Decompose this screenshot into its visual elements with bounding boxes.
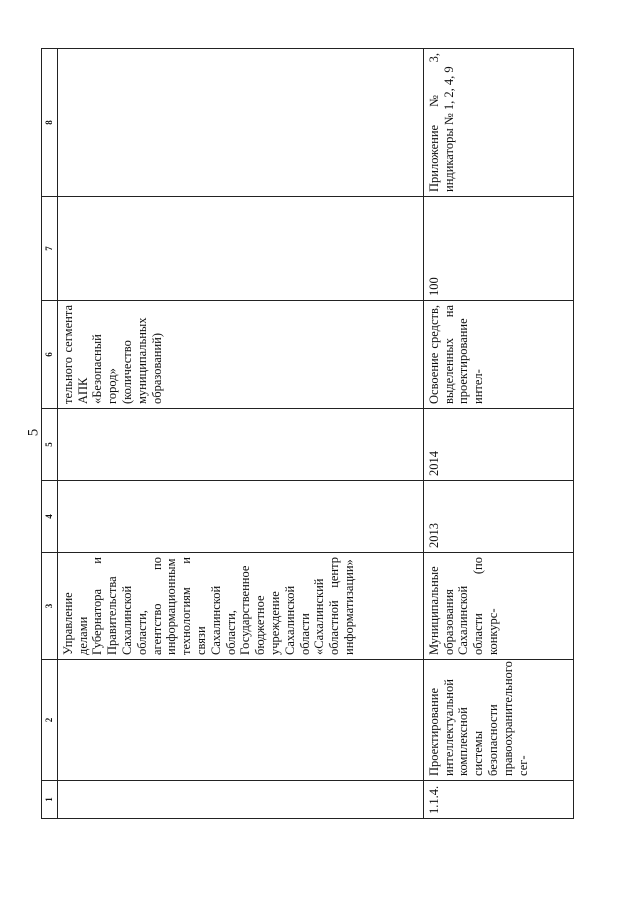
document-table-rotated	[41, 49, 577, 819]
table-row	[423, 49, 573, 819]
row1-executors: Управление делами Губернатора и Правительства Сахалинской области, агентство по информационным технологиям и связи Сахалинской области, Государственное бюджетное учреждение Сахалинской области «Сахалинский областной центр информатизации»	[57, 553, 423, 660]
header-col-1: 1	[42, 781, 58, 819]
header-col-7: 7	[42, 197, 58, 301]
row2-start-year: 2013	[423, 481, 573, 553]
table-row	[57, 49, 423, 819]
header-col-2: 2	[42, 660, 58, 781]
row1-activity	[57, 660, 423, 781]
row1-number	[57, 781, 423, 819]
row1-link	[57, 49, 423, 197]
header-col-3: 3	[42, 553, 58, 660]
header-col-5: 5	[42, 409, 58, 481]
row1-result: тельного сегмента АПК «Безопасный город» (количество муниципальных образований)	[57, 301, 423, 409]
row2-activity: Проектирование интеллектуальной комплексной системы безопасности правоохранительного сег-	[423, 660, 573, 781]
column-number-row	[42, 49, 58, 819]
row2-value: 100	[423, 197, 573, 301]
row2-executors: Муниципальные образования Сахалинской области (по конкурс-	[423, 553, 573, 660]
header-col-4: 4	[42, 481, 58, 553]
row1-start-year	[57, 481, 423, 553]
program-activities-table	[41, 48, 574, 819]
header-col-8: 8	[42, 49, 58, 197]
row2-end-year: 2014	[423, 409, 573, 481]
row2-link: Приложение № 3, индикаторы № 1, 2, 4, 9	[423, 49, 573, 197]
row2-number: 1.1.4.	[423, 781, 573, 819]
header-col-6: 6	[42, 301, 58, 409]
page-number: 5	[25, 428, 42, 437]
row2-result: Освоение средств, выделенных на проектирование интел-	[423, 301, 573, 409]
row1-end-year	[57, 409, 423, 481]
row1-value	[57, 197, 423, 301]
